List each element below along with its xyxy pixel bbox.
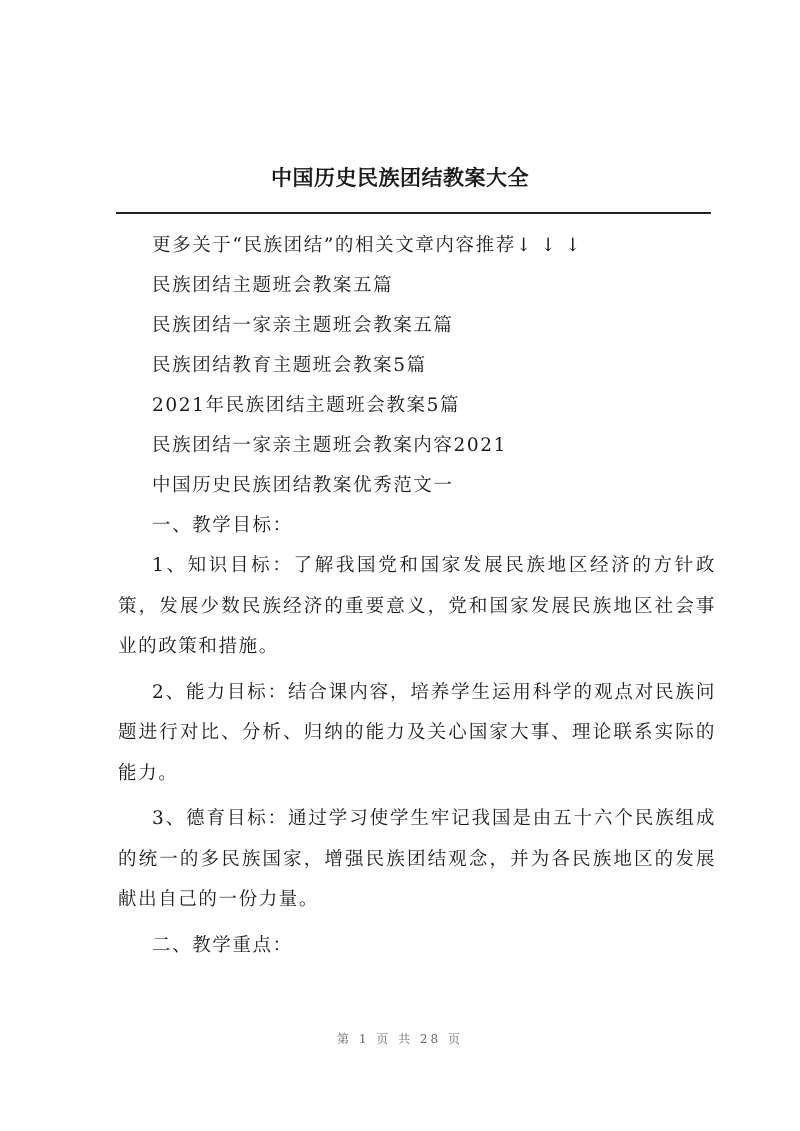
title-divider xyxy=(116,212,711,214)
related-link[interactable]: 民族团结一家亲主题班会教案五篇 xyxy=(152,315,454,336)
related-link[interactable]: 民族团结教育主题班会教案5篇 xyxy=(152,355,427,376)
related-link[interactable]: 民族团结主题班会教案五篇 xyxy=(152,275,394,296)
page-number: 第 1 页 共 28 页 xyxy=(337,1032,463,1046)
section-heading: 二、教学重点： xyxy=(152,934,293,956)
paragraph-moral-goal: 3、德育目标：通过学习使学生牢记我国是由五十六个民族组成的统一的多民族国家，增强民族团结观念，并为各民族地区的发展献出自己的一份力量。 xyxy=(118,808,716,910)
section-heading: 一、教学目标： xyxy=(152,515,293,536)
related-link[interactable]: 2021年民族团结主题班会教案5篇 xyxy=(152,395,461,416)
section-subtitle: 中国历史民族团结教案优秀范文一 xyxy=(152,475,454,496)
related-intro: 更多关于“民族团结”的相关文章内容推荐↓ ↓ ↓ xyxy=(152,235,583,256)
document-body xyxy=(118,226,716,966)
document-title: 中国历史民族团结教案大全 xyxy=(271,166,529,190)
paragraph-knowledge-goal: 1、知识目标：了解我国党和国家发展民族地区经济的方针政策，发展少数民族经济的重要意义，党和国家发展民族地区社会事业的政策和措施。 xyxy=(118,555,716,657)
related-link[interactable]: 民族团结一家亲主题班会教案内容2021 xyxy=(152,435,507,456)
paragraph-ability-goal: 2、能力目标：结合课内容，培养学生运用科学的观点对民族问题进行对比、分析、归纳的能力及关心国家大事、理论联系实际的能力。 xyxy=(118,681,716,784)
